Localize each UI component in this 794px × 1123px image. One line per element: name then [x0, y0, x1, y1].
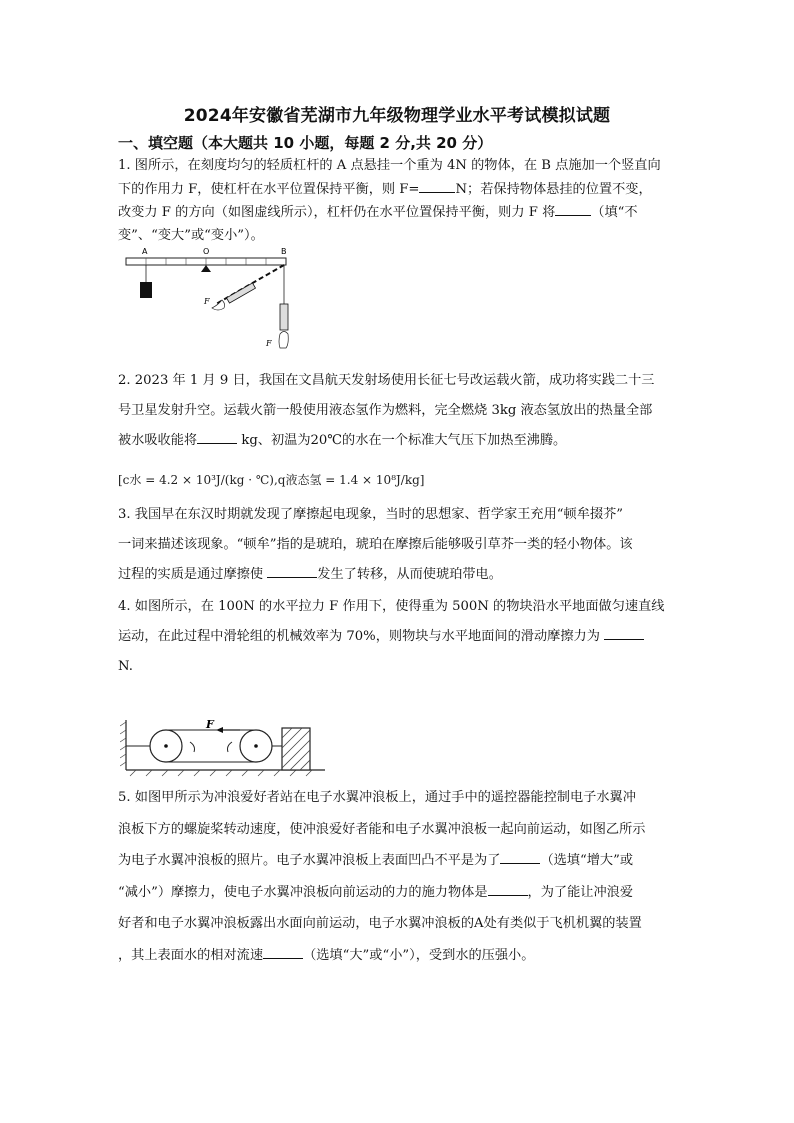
q5-blank-2[interactable] — [488, 881, 528, 896]
hand-angled-icon — [212, 300, 225, 310]
question-4 — [118, 592, 678, 682]
question-5 — [118, 782, 678, 971]
q1-text-d: （填“不 — [591, 205, 638, 220]
q1-line-2 — [118, 178, 678, 202]
q2-line-1: 2. 2023 年 1 月 9 日，我国在文昌航天发射场使用长征七号改运载火箭，成功将实践二十三 — [118, 373, 655, 388]
q2-text-a: 被水吸收能将 — [118, 433, 198, 448]
question-1 — [118, 155, 678, 247]
pulley-figure — [120, 712, 330, 777]
q5-line-1: 5. 如图甲所示为冲浪爱好者站在电子水翼冲浪板上，通过手中的遥控器能控制电子水翼冲 — [118, 790, 636, 805]
q5-blank-1[interactable] — [500, 849, 540, 864]
q5-text-a: 为电子水翼冲浪板的照片。电子水翼冲浪板上表面凹凸不平是为了 — [118, 853, 501, 868]
q5-text-f: （选填“大”或“小”），受到水的压强小。 — [303, 947, 535, 963]
q5-line-2: 浪板下方的螺旋桨转动速度，使冲浪爱好者能和电子水翼冲浪板一起向前运动，如图乙所示 — [118, 821, 646, 837]
q3-text-b: 发生了转移，从而使琥珀带电。 — [317, 567, 502, 582]
q1-line-4: 变”、“变大”或“变小”）。 — [118, 227, 264, 243]
force-arrow-head-icon — [216, 727, 223, 733]
label-b: B — [281, 247, 287, 256]
q3-line-1: 3. 我国早在东汉时期就发现了摩擦起电现象，当时的思想家、哲学家王充用“顿牟掇芥” — [118, 507, 624, 522]
hand-vertical-icon — [279, 332, 288, 349]
q1-blank-2[interactable] — [555, 201, 591, 216]
q1-blank-1[interactable] — [419, 178, 455, 193]
hanging-weight — [140, 282, 152, 298]
label-o: O — [203, 247, 210, 256]
q5-line-5: 好者和电子水翼冲浪板露出水面向前运动，电子水翼冲浪板的A处有类似于飞机机翼的装置 — [118, 916, 642, 931]
q4-line-2 — [118, 622, 678, 652]
q2-line-2: 号卫星发射升空。运载火箭一般使用液态氢作为燃料，完全燃烧 3kg 液态氢放出的热量全部 — [118, 403, 653, 418]
wall-hatch — [120, 722, 126, 766]
q2-formula: [c水 = 4.2 × 10³J/(kg · ℃),q液态氢 = 1.4 × 10⁸J/kg] — [118, 473, 425, 487]
q4-line-1: 4. 如图所示，在 100N 的水平拉力 F 作用下，使得重为 500N 的物块沿水平地面做匀速直线 — [118, 599, 665, 614]
q3-blank[interactable] — [267, 563, 317, 578]
q1-text-b: N；若保持物体悬挂的位置不变， — [455, 181, 652, 197]
page-title: 2024年安徽省芜湖市九年级物理学业水平考试模拟试题 — [183, 106, 611, 126]
q3-line-3 — [118, 560, 678, 590]
spring-scale-vertical — [280, 304, 288, 330]
force-label-vertical: F — [266, 339, 272, 348]
q5-line-4 — [118, 877, 678, 909]
spring-scale-angled — [212, 283, 255, 310]
q4-text-a: 运动，在此过程中滑轮组的机械效率为 70%，则物块与水平地面间的滑动摩擦力为 — [118, 629, 605, 644]
q5-blank-3[interactable] — [263, 944, 303, 959]
q1-text-a: 下的作用力 F，使杠杆在水平位置保持平衡，则 F= — [118, 181, 420, 197]
q5-text-c: “减小”）摩擦力，使电子水翼冲浪板向前运动的力的施力物体是 — [118, 884, 488, 900]
q3-line-2: 一词来描述该现象。“顿牟”指的是琥珀，琥珀在摩擦后能够吸引草芥一类的轻小物体。该 — [118, 537, 633, 552]
ground-hatch — [130, 770, 312, 776]
q5-text-d: ，为了能让冲浪爱 — [527, 884, 634, 900]
q1-line-1: 1. 图所示，在刻度均匀的轻质杠杆的 A 点悬挂一个重为 4N 的物体，在 B 点施加一个竖直向 — [118, 158, 661, 173]
lever-figure — [120, 242, 300, 362]
label-a: A — [142, 247, 148, 256]
question-2 — [118, 366, 678, 456]
q2-text-b: kg、初温为20℃的水在一个标准大气压下加热至沸腾。 — [241, 433, 567, 448]
q4-line-3: N. — [118, 659, 133, 674]
fixed-pulley-axle — [164, 744, 168, 748]
q1-line-3 — [118, 201, 678, 225]
movable-pulley-axle — [254, 744, 258, 748]
force-label-angled: F — [204, 297, 210, 306]
q5-line-3 — [118, 845, 678, 877]
force-label: F — [206, 718, 214, 731]
q3-text-a: 过程的实质是通过摩擦使 — [118, 567, 268, 582]
q1-text-c: 改变力 F 的方向（如图虚线所示），杠杆仍在水平位置保持平衡，则力 F 将 — [118, 205, 556, 220]
q5-text-e: ，其上表面水的相对流速 — [118, 947, 264, 963]
q5-text-b: （选填“增大”或 — [540, 853, 634, 868]
section-heading: 一、填空题（本大题共 10 小题，每题 2 分,共 20 分） — [118, 134, 493, 152]
q5-line-6 — [118, 940, 678, 972]
q2-blank[interactable] — [197, 429, 237, 444]
fulcrum-icon — [201, 265, 211, 272]
question-3 — [118, 500, 678, 590]
q2-line-3 — [118, 426, 678, 456]
q4-blank[interactable] — [604, 625, 644, 640]
